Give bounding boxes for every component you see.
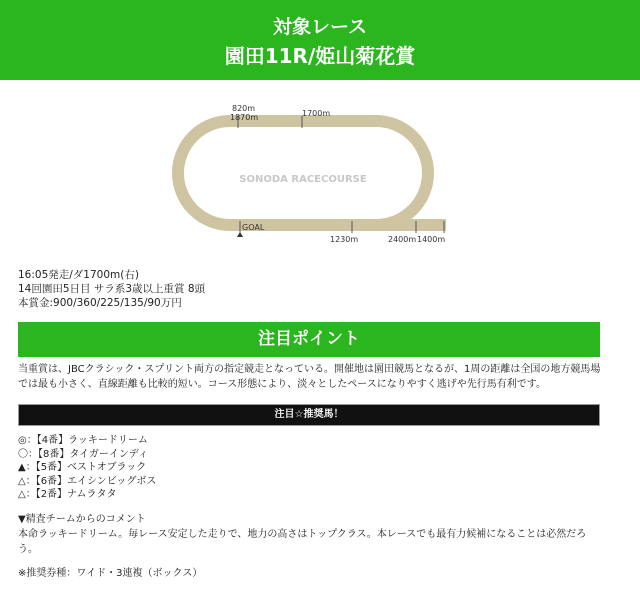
race-time-distance: 16:05発走/ダ1700m(右) [18, 269, 139, 281]
label-1400m: 1400m [417, 235, 446, 244]
course-name: SONODA RACECOURSE [239, 174, 367, 185]
pick-item: △：【6番】エイシンビッグボス [18, 475, 157, 487]
pick-item: 〇：【8番】タイガーインディ [18, 448, 149, 460]
race-header [0, 0, 640, 80]
race-prize: 本賞金:900/360/225/135/90万円 [18, 297, 182, 309]
ticket-type: ※推奨券種：ワイド・3連複（ボックス） [18, 568, 203, 579]
label-goal: GOAL [242, 223, 265, 232]
comment-text: 本命ラッキードリーム。毎レース安定した走りで、地力の高さはトップクラス。本レースでも最有力候補になることは必然だろう。 [18, 529, 587, 555]
label-820m: 820m [232, 104, 256, 113]
race-meeting: 14回園田5日目 サラ系3歳以上重賞 8頭 [18, 283, 206, 295]
pick-item: ◎：【4番】ラッキードリーム [18, 435, 148, 446]
label-2400m: 2400m [388, 235, 417, 244]
pick-item: ▲：【5番】ベストオブラック [18, 462, 147, 473]
track-oval [178, 121, 428, 225]
race-name: 園田11R/姫山菊花賞 [224, 44, 416, 68]
point-heading: 注目ポイント [18, 322, 600, 357]
label-1870m: 1870m [230, 113, 259, 122]
label-1230m: 1230m [330, 235, 359, 244]
pick-list [18, 434, 156, 502]
team-comment [18, 512, 603, 557]
header-title: 対象レース [272, 16, 368, 38]
point-description: 当重賞は、JBCクラシック・スプリント両方の指定競走となっている。開催地は園田競馬となるが、1周の距離は全国の地方競馬場では最も小さく、直線距離も比較的短い。コース形態により、淡々としたペースになりやすく逃げや先行馬有利です。 [18, 364, 601, 390]
course-diagram [160, 95, 460, 245]
course-map [160, 95, 460, 245]
pick-item: △：【2番】ナムラタタ [18, 489, 117, 500]
track-chute [380, 219, 446, 231]
recommend-heading: 注目☆推奨馬！ [18, 404, 600, 426]
goal-arrow-icon [237, 232, 243, 237]
race-info [18, 268, 205, 310]
label-1700m: 1700m [302, 109, 331, 118]
comment-heading: ▼精査チームからのコメント [18, 514, 146, 525]
